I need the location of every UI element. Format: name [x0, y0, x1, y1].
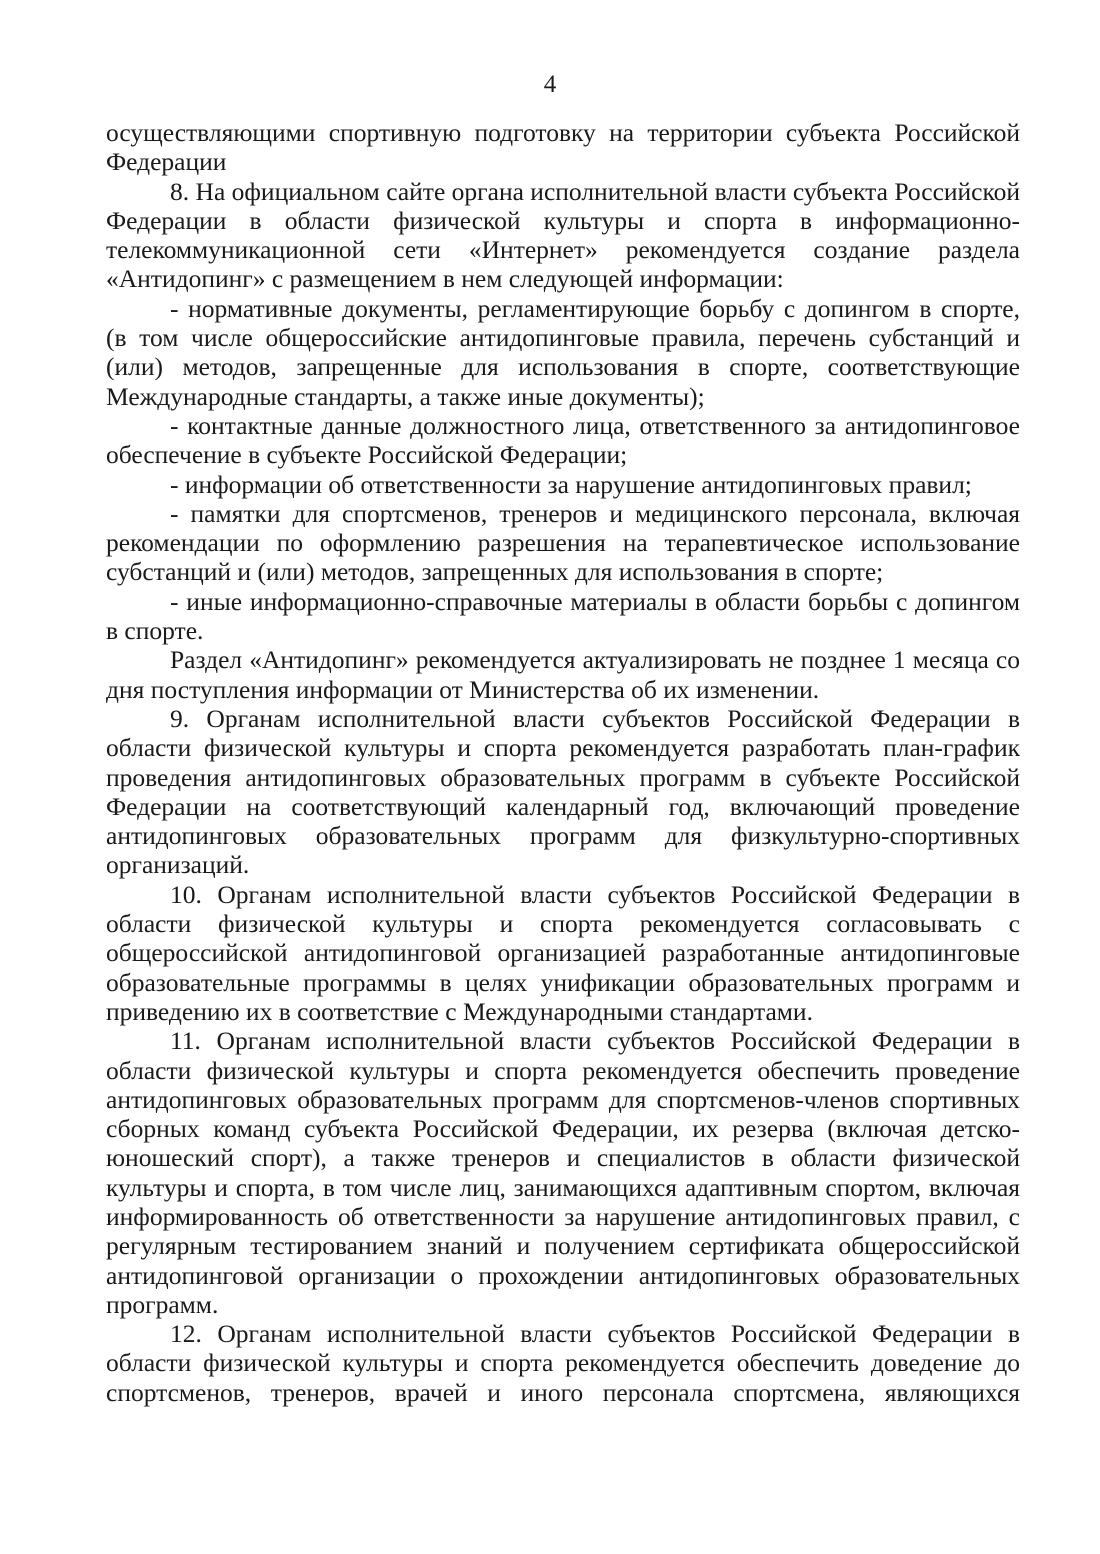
list-item-liability-info: - информации об ответственности за нарушение антидопинговых правил;	[170, 469, 972, 499]
paragraph-antidoping-update: Раздел «Антидопинг» рекомендуется актуализировать не позднее 1 месяца со дня поступления информации от Министерства об их изменении.	[106, 645, 1020, 704]
list-item-other-materials: - иные информационно-справочные материалы в области борьбы с допингом в спорте.	[106, 586, 1020, 646]
list-item-contact-data: - контактные данные должностного лица, ответственного за антидопинговое обеспечение в субъекте Российской Федерации;	[106, 410, 1020, 470]
paragraph-item-8: 8. На официальном сайте органа исполнительной власти субъекта Российской Федерации в области физической культуры и спорта в информационно-телекоммуникационной сети «Интернет» рекомендуется создание раздела «Антидопинг» с размещением в нем следующей информации:	[106, 176, 1020, 294]
list-item-memos: - памятки для спортсменов, тренеров и медицинского персонала, включая рекомендации по оформлению разрешения на терапевтическое использование субстанций и (или) методов, запрещенных для использования в спорте;	[106, 498, 1020, 587]
paragraph-item-10: 10. Органам исполнительной власти субъектов Российской Федерации в области физической культуры и спорта рекомендуется согласовывать с общероссийской антидопинговой организацией разработанные антидопинговые образовательные программы в целях унификации образовательных программ и приведению их в соответствие с Международными стандартами.	[106, 879, 1020, 1026]
paragraph-continuation: осуществляющими спортивную подготовку на территории субъекта Российской Федерации	[106, 118, 1020, 177]
paragraph-item-11: 11. Органам исполнительной власти субъектов Российской Федерации в области физической культуры и спорта рекомендуется обеспечить проведение антидопинговых образовательных программ для спортсменов-членов спортивных сборных команд субъекта Российской Федерации, их резерва (включая детско-юношеский спорт), а также тренеров и специалистов в области физической культуры и спорта, в том числе лиц, занимающихся адаптивным спортом, включая информированность об ответственности за нарушение антидопинговых правил, с регулярным тестированием знаний и получением сертификата общероссийской антидопинговой организации о прохождении антидопинговых образовательных программ.	[106, 1026, 1020, 1319]
list-item-normative-documents: - нормативные документы, регламентирующие борьбу с допингом в спорте, (в том числе общероссийские антидопинговые правила, перечень субстанций и (или) методов, запрещенные для использования в спорте, соответствующие Международные стандарты, а также иные документы);	[106, 293, 1020, 411]
document-body	[106, 118, 1020, 1407]
paragraph-item-12: 12. Органам исполнительной власти субъектов Российской Федерации в области физической культуры и спорта рекомендуется обеспечить доведение до спортсменов, тренеров, врачей и иного персонала спортсмена, являющихся	[106, 1319, 1020, 1407]
paragraph-item-9: 9. Органам исполнительной власти субъектов Российской Федерации в области физической культуры и спорта рекомендуется разработать план-график проведения антидопинговых образовательных программ в субъекте Российской Федерации на соответствующий календарный год, включающий проведение антидопинговых образовательных программ для физкультурно-спортивных организаций.	[106, 703, 1020, 880]
page-number: 4	[543, 71, 557, 98]
